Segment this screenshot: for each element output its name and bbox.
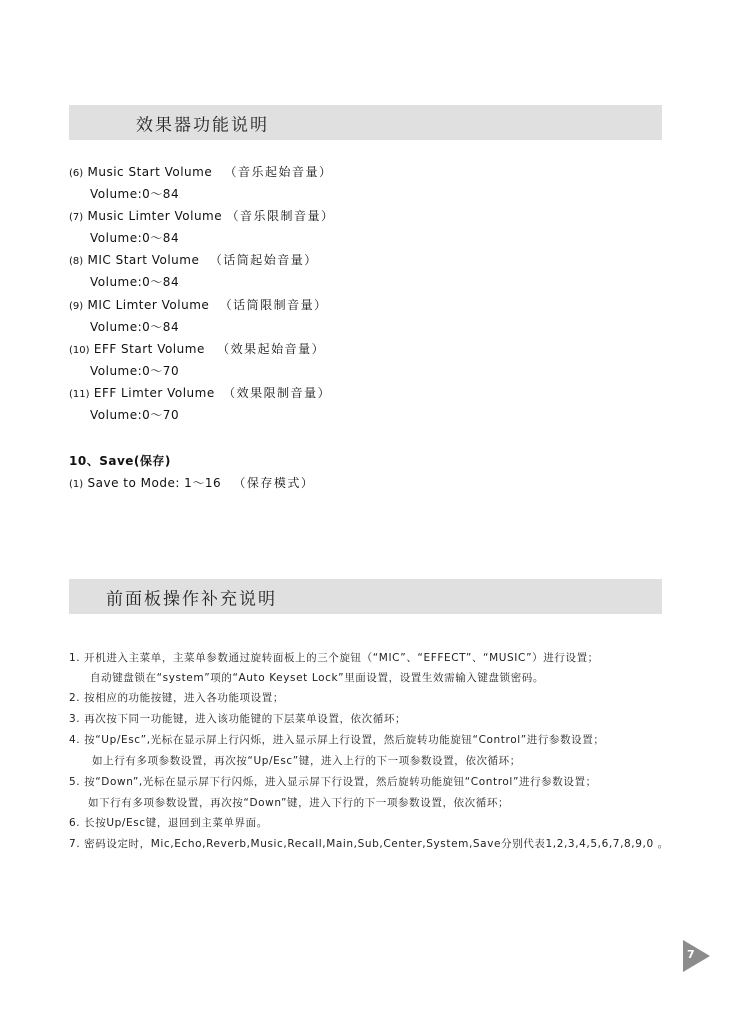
param-line: (11) EFF Limter Volume （效果限制音量） bbox=[69, 386, 332, 400]
instruction-line: 5. 按“Down”,光标在显示屏下行闪烁，进入显示屏下行设置，然后旋转功能旋钮“Control”进行参数设置； bbox=[69, 776, 597, 788]
instruction-line: 7. 密码设定时，Mic,Echo,Reverb,Music,Recall,Main,Sub,Center,System,Save分别代表1,2,3,4,5,6,7,8,9,0 。 bbox=[69, 838, 669, 850]
instruction-line: 如下行有多项参数设置，再次按“Down”键，进入下行的下一项参数设置，依次循环； bbox=[88, 797, 510, 809]
param-range: Volume:0～84 bbox=[90, 275, 180, 289]
instruction-line: 如上行有多项参数设置，再次按“Up/Esc”键，进入上行的下一项参数设置，依次循环； bbox=[92, 755, 521, 767]
param-range: Volume:0～84 bbox=[90, 231, 180, 245]
param-line: (6) Music Start Volume （音乐起始音量） bbox=[69, 165, 333, 179]
instruction-line: 2. 按相应的功能按键，进入各功能项设置； bbox=[69, 692, 284, 704]
section-title: 效果器功能说明 bbox=[136, 115, 269, 135]
param-line: (8) MIC Start Volume （话筒起始音量） bbox=[69, 253, 318, 267]
save-heading: 10、Save(保存) bbox=[69, 454, 171, 468]
section-banner-effects bbox=[69, 105, 662, 140]
section-banner-front-panel bbox=[69, 579, 662, 614]
param-line: (10) EFF Start Volume （效果起始音量） bbox=[69, 342, 326, 356]
page-number-tab bbox=[683, 940, 710, 972]
param-range: Volume:0～70 bbox=[90, 364, 180, 378]
param-line: (9) MIC Limter Volume （话筒限制音量） bbox=[69, 298, 328, 312]
instruction-line: 3. 再次按下同一功能键，进入该功能键的下层菜单设置，依次循环； bbox=[69, 713, 407, 725]
instruction-line: 4. 按“Up/Esc”,光标在显示屏上行闪烁，进入显示屏上行设置，然后旋转功能旋钮“Control”进行参数设置； bbox=[69, 734, 605, 746]
instruction-line: 6. 长按Up/Esc键，退回到主菜单界面。 bbox=[69, 817, 268, 829]
instruction-line: 1. 开机进入主菜单，主菜单参数通过旋转面板上的三个旋钮（“MIC”、“EFFECT”、“MUSIC”）进行设置； bbox=[69, 652, 599, 664]
param-range: Volume:0～84 bbox=[90, 320, 180, 334]
instruction-line: 自动键盘锁在“system”项的“Auto Keyset Lock”里面设置，设置生效需输入键盘锁密码。 bbox=[90, 672, 544, 684]
section-title: 前面板操作补充说明 bbox=[106, 589, 277, 609]
page-number: 7 bbox=[687, 948, 695, 961]
save-item: (1) Save to Mode: 1～16 （保存模式） bbox=[69, 476, 315, 490]
param-range: Volume:0～70 bbox=[90, 408, 180, 422]
param-range: Volume:0～84 bbox=[90, 187, 180, 201]
param-line: (7) Music Limter Volume （音乐限制音量） bbox=[69, 209, 335, 223]
